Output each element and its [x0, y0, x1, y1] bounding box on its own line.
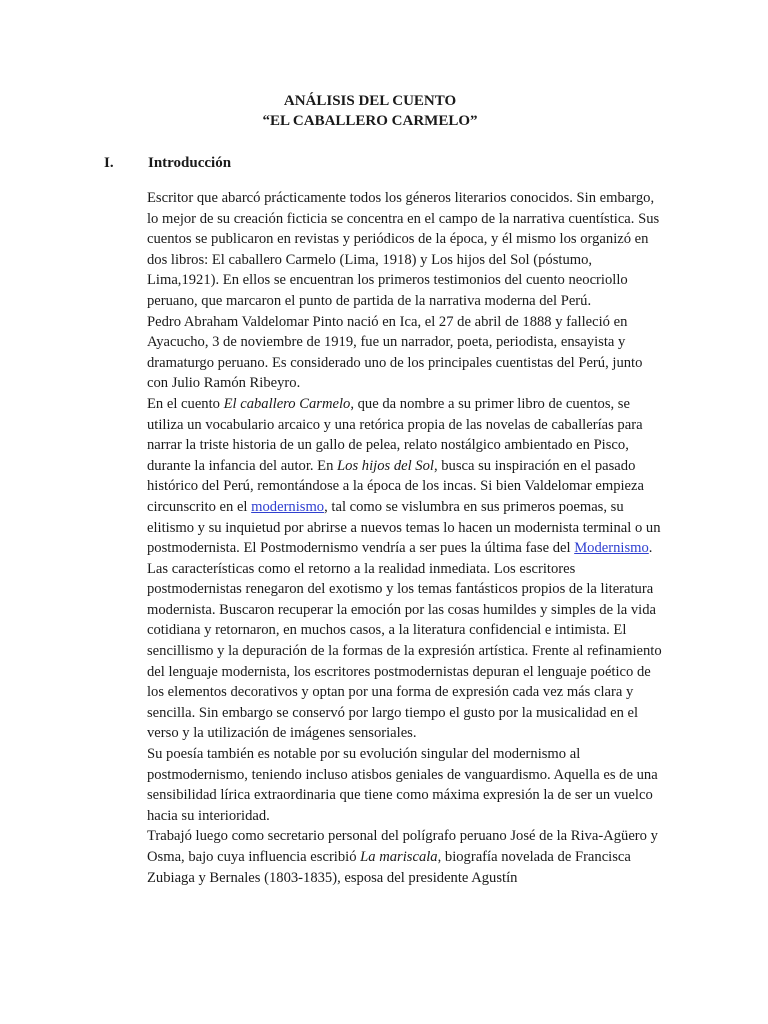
- section-heading: [104, 154, 231, 172]
- book-title-caballero-carmelo: El caballero Carmelo: [223, 395, 351, 412]
- paragraph-6-text-2: , biografía novelada de Francisca Zubiaga y Bernales (1803-1835), esposa del presidente Agustín: [147, 849, 631, 886]
- paragraph-3: [147, 394, 663, 559]
- paragraph-3-text-4: , tal como se vislumbra en sus primeros poemas, su elitismo y su inquietud por abrirse a nuevos temas lo hacen un modernista terminal o un postmodernista. El Postmodernismo vendría a ser pues la última fase del: [147, 498, 661, 557]
- paragraph-6-text-1: Trabajó luego como secretario personal del polígrafo peruano José de la Riva-Agüero y Osma, bajo cuya influencia escribió: [147, 828, 658, 865]
- body-text: [147, 188, 663, 888]
- paragraph-3-text-3: , busca su inspiración en el pasado histórico del Perú, remontándose a la época de los incas. Si bien Valdelomar empieza circunscrito en el: [147, 457, 644, 515]
- paragraph-3-text-2: , que da nombre a su primer libro de cuentos, se utiliza un vocabulario arcaico y una retórica propia de las novelas de caballerías para narrar la triste historia de un gallo de pelea, relato nostálgico ambientado en Pisco, durante la infancia del autor. En: [147, 395, 643, 474]
- paragraph-6: [147, 826, 663, 888]
- document-title-line2: “EL CABALLERO CARMELO”: [262, 113, 478, 129]
- paragraph-3-text-1: En el cuento: [147, 395, 224, 412]
- paragraph-3-text-5: .: [648, 540, 653, 557]
- paragraph-4: Las características como el retorno a la realidad inmediata. Los escritores postmodernistas renegaron del exotismo y los temas fantásticos propios de la literatura modernista. Buscaron recuperar la emoción por las cosas humildes y simples de la vida cotidiana y retornaron, en muchos casos, a la literatura confidencial e intimista. El sencillismo y la depuración de la formas de la expresión artística. Frente al refinamiento del lenguaje modernista, los escritores postmodernistas depuran el lenguaje poético de los elementos decorativos y optan por una forma de expresión cada vez más clara y sencilla. Sin embargo se conservó por largo tiempo el gusto por la musicalidad en el verso y la utilización de imágenes sensoriales.: [147, 560, 662, 742]
- paragraph-2: Pedro Abraham Valdelomar Pinto nació en Ica, el 27 de abril de 1888 y falleció en Ayacucho, 3 de noviembre de 1919, fue un narrador, poeta, periodista, ensayista y dramaturgo peruano. Es considerado uno de los principales cuentistas del Perú, junto con Julio Ramón Ribeyro.: [147, 313, 643, 392]
- book-title-la-mariscala: La mariscala: [360, 849, 438, 865]
- book-title-hijos-del-sol: Los hijos del Sol: [337, 457, 434, 474]
- paragraph-5: Su poesía también es notable por su evolución singular del modernismo al postmodernismo, teniendo incluso atisbos geniales de vanguardismo. Aquella es de una sensibilidad lírica extraordinaria que tiene como máxima expresión la de ser un vuelco hacia su interioridad.: [147, 746, 658, 824]
- modernismo-link-2[interactable]: Modernismo: [574, 540, 649, 557]
- section-number: I.: [104, 155, 114, 171]
- section-title: Introducción: [148, 155, 232, 171]
- document-title-line1: ANÁLISIS DEL CUENTO: [283, 93, 457, 109]
- paragraph-1: Escritor que abarcó prácticamente todos los géneros literarios conocidos. Sin embargo, lo mejor de su creación ficticia se concentra en el campo de la narrativa cuentística. Sus cuentos se publicaron en revistas y periódicos de la época, y él mismo los organizó en dos libros: El caballero Carmelo (Lima, 1918) y Los hijos del Sol (póstumo, Lima,1921). En ellos se encuentran los primeros testimonios del cuento neocriollo peruano, que marcaron el punto de partida de la narrativa moderna del Perú.: [147, 190, 660, 309]
- modernismo-link[interactable]: modernismo: [251, 498, 325, 515]
